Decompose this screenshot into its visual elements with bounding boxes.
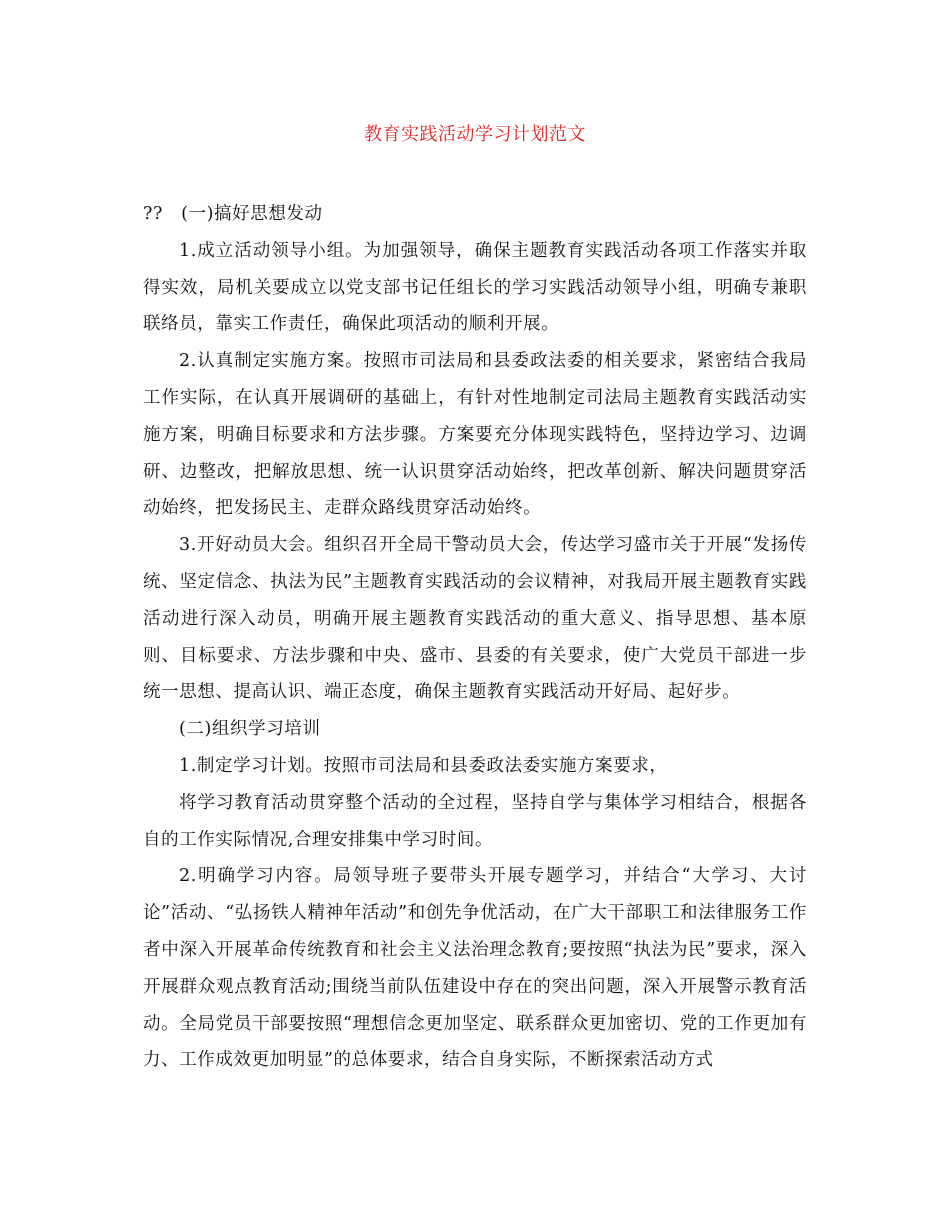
paragraph-1-3: 3.开好动员大会。组织召开全局干警动员大会，传达学习盛市关于开展“发扬传统、坚定信念、执法为民”主题教育实践活动的会议精神，对我局开展主题教育实践活动进行深入动员，明确开展主题教育实践活动的重大意义、指导思想、基本原则、目标要求、方法步骤和中央、盛市、县委的有关要求，使广大党员干部进一步统一思想、提高认识、端正态度，确保主题教育实践活动开好局、起好步。 — [143, 535, 807, 703]
document-body — [143, 196, 807, 1079]
paragraph-1-1: 1.成立活动领导小组。为加强领导，确保主题教育实践活动各项工作落实并取得实效，局机关要成立以党支部书记任组长的学习实践活动领导小组，明确专兼职联络员，靠实工作责任，确保此项活动的顺利开展。 — [143, 240, 807, 335]
paragraph-2-1: 1.制定学习计划。按照市司法局和县委政法委实施方案要求， — [179, 755, 668, 776]
section-heading-2: (二)组织学习培训 — [179, 719, 321, 740]
paragraph-2-2: 2.明确学习内容。局领导班子要带头开展专题学习，并结合“大学习、大讨论”活动、“弘扬铁人精神年活动”和创先争优活动，在广大干部职工和法律服务工作者中深入开展革命传统教育和社会主义法治理念教育;要按照“执法为民”要求，深入开展群众观点教育活动;围绕当前队伍建设中存在的突出问题，深入开展警示教育活动。全局党员干部要按照“理想信念更加坚定、联系群众更加密切、党的工作更加有力、工作成效更加明显”的总体要求，结合自身实际，不断探索活动方式 — [143, 866, 807, 1071]
document-title: 教育实践活动学习计划范文 — [364, 124, 586, 145]
paragraph-1-2: 2.认真制定实施方案。按照市司法局和县委政法委的相关要求，紧密结合我局工作实际，在认真开展调研的基础上，有针对性地制定司法局主题教育实践活动实施方案，明确目标要求和方法步骤。方案要充分体现实践特色，坚持边学习、边调研、边整改，把解放思想、统一认识贯穿活动始终，把改革创新、解决问题贯穿活动始终，把发扬民主、走群众路线贯穿活动始终。 — [143, 351, 807, 519]
section-heading-1: ?? (一)搞好思想发动 — [143, 204, 323, 224]
paragraph-2-1-cont: 将学习教育活动贯穿整个活动的全过程，坚持自学与集体学习相结合，根据各自的工作实际情况,合理安排集中学习时间。 — [143, 792, 807, 850]
